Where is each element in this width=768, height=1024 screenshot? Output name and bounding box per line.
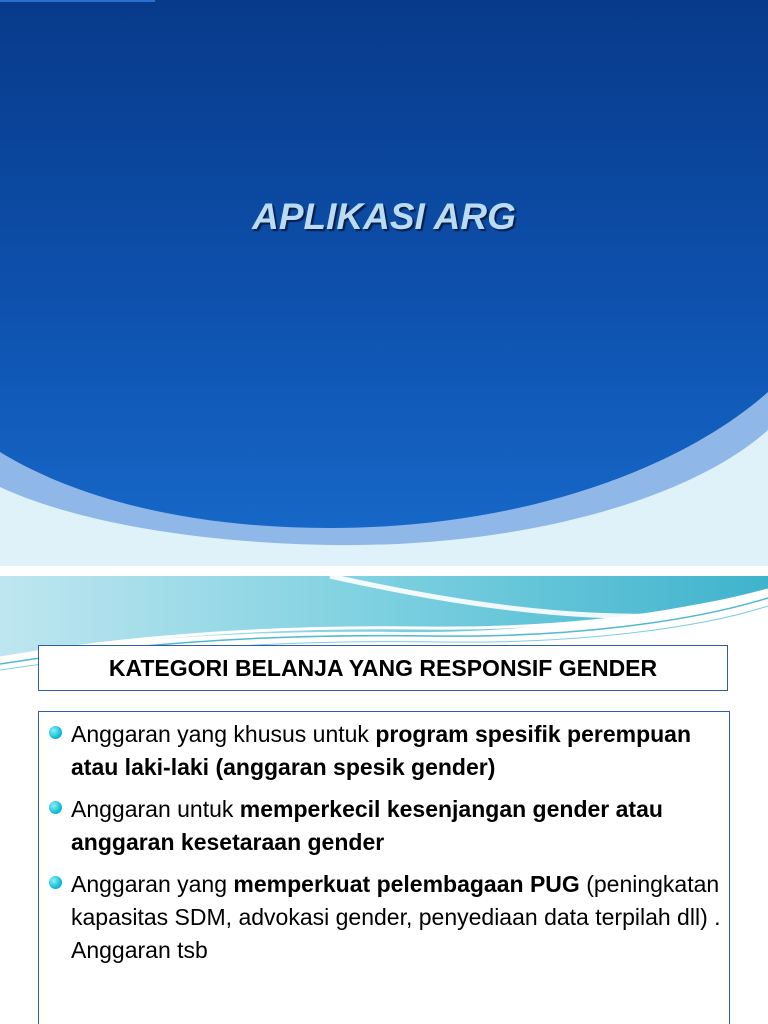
cyan-sphere-bullet-icon (49, 726, 62, 739)
content-slide (0, 576, 768, 1024)
heading-box (38, 645, 728, 691)
bullet-text-bold: program spesifik perempuan atau laki-laki (anggaran spesik gender) (71, 721, 692, 780)
bullet-text-bold: memperkecil kesenjangan gender atau anggaran kesetaraan gender (71, 796, 663, 855)
cyan-sphere-bullet-icon (49, 876, 62, 889)
bullet-text: Anggaran yang khusus untuk (71, 721, 376, 747)
list-item (49, 718, 721, 784)
bullet-text-after: (peningkatan kapasitas SDM, advokasi gender, penyediaan data terpilah dll) . Anggaran tsb (71, 871, 721, 963)
bullet-list (38, 711, 730, 1024)
bullet-text-bold: memperkuat pelembagaan PUG (233, 871, 580, 897)
bullet-text: Anggaran untuk (71, 796, 240, 822)
bullet-text: Anggaran yang (71, 871, 234, 897)
list-item (49, 793, 721, 859)
slide-heading: KATEGORI BELANJA YANG RESPONSIF GENDER (108, 654, 658, 681)
slide-title: APLIKASI ARG (252, 196, 516, 237)
cyan-sphere-bullet-icon (49, 801, 62, 814)
list-item (49, 868, 721, 967)
